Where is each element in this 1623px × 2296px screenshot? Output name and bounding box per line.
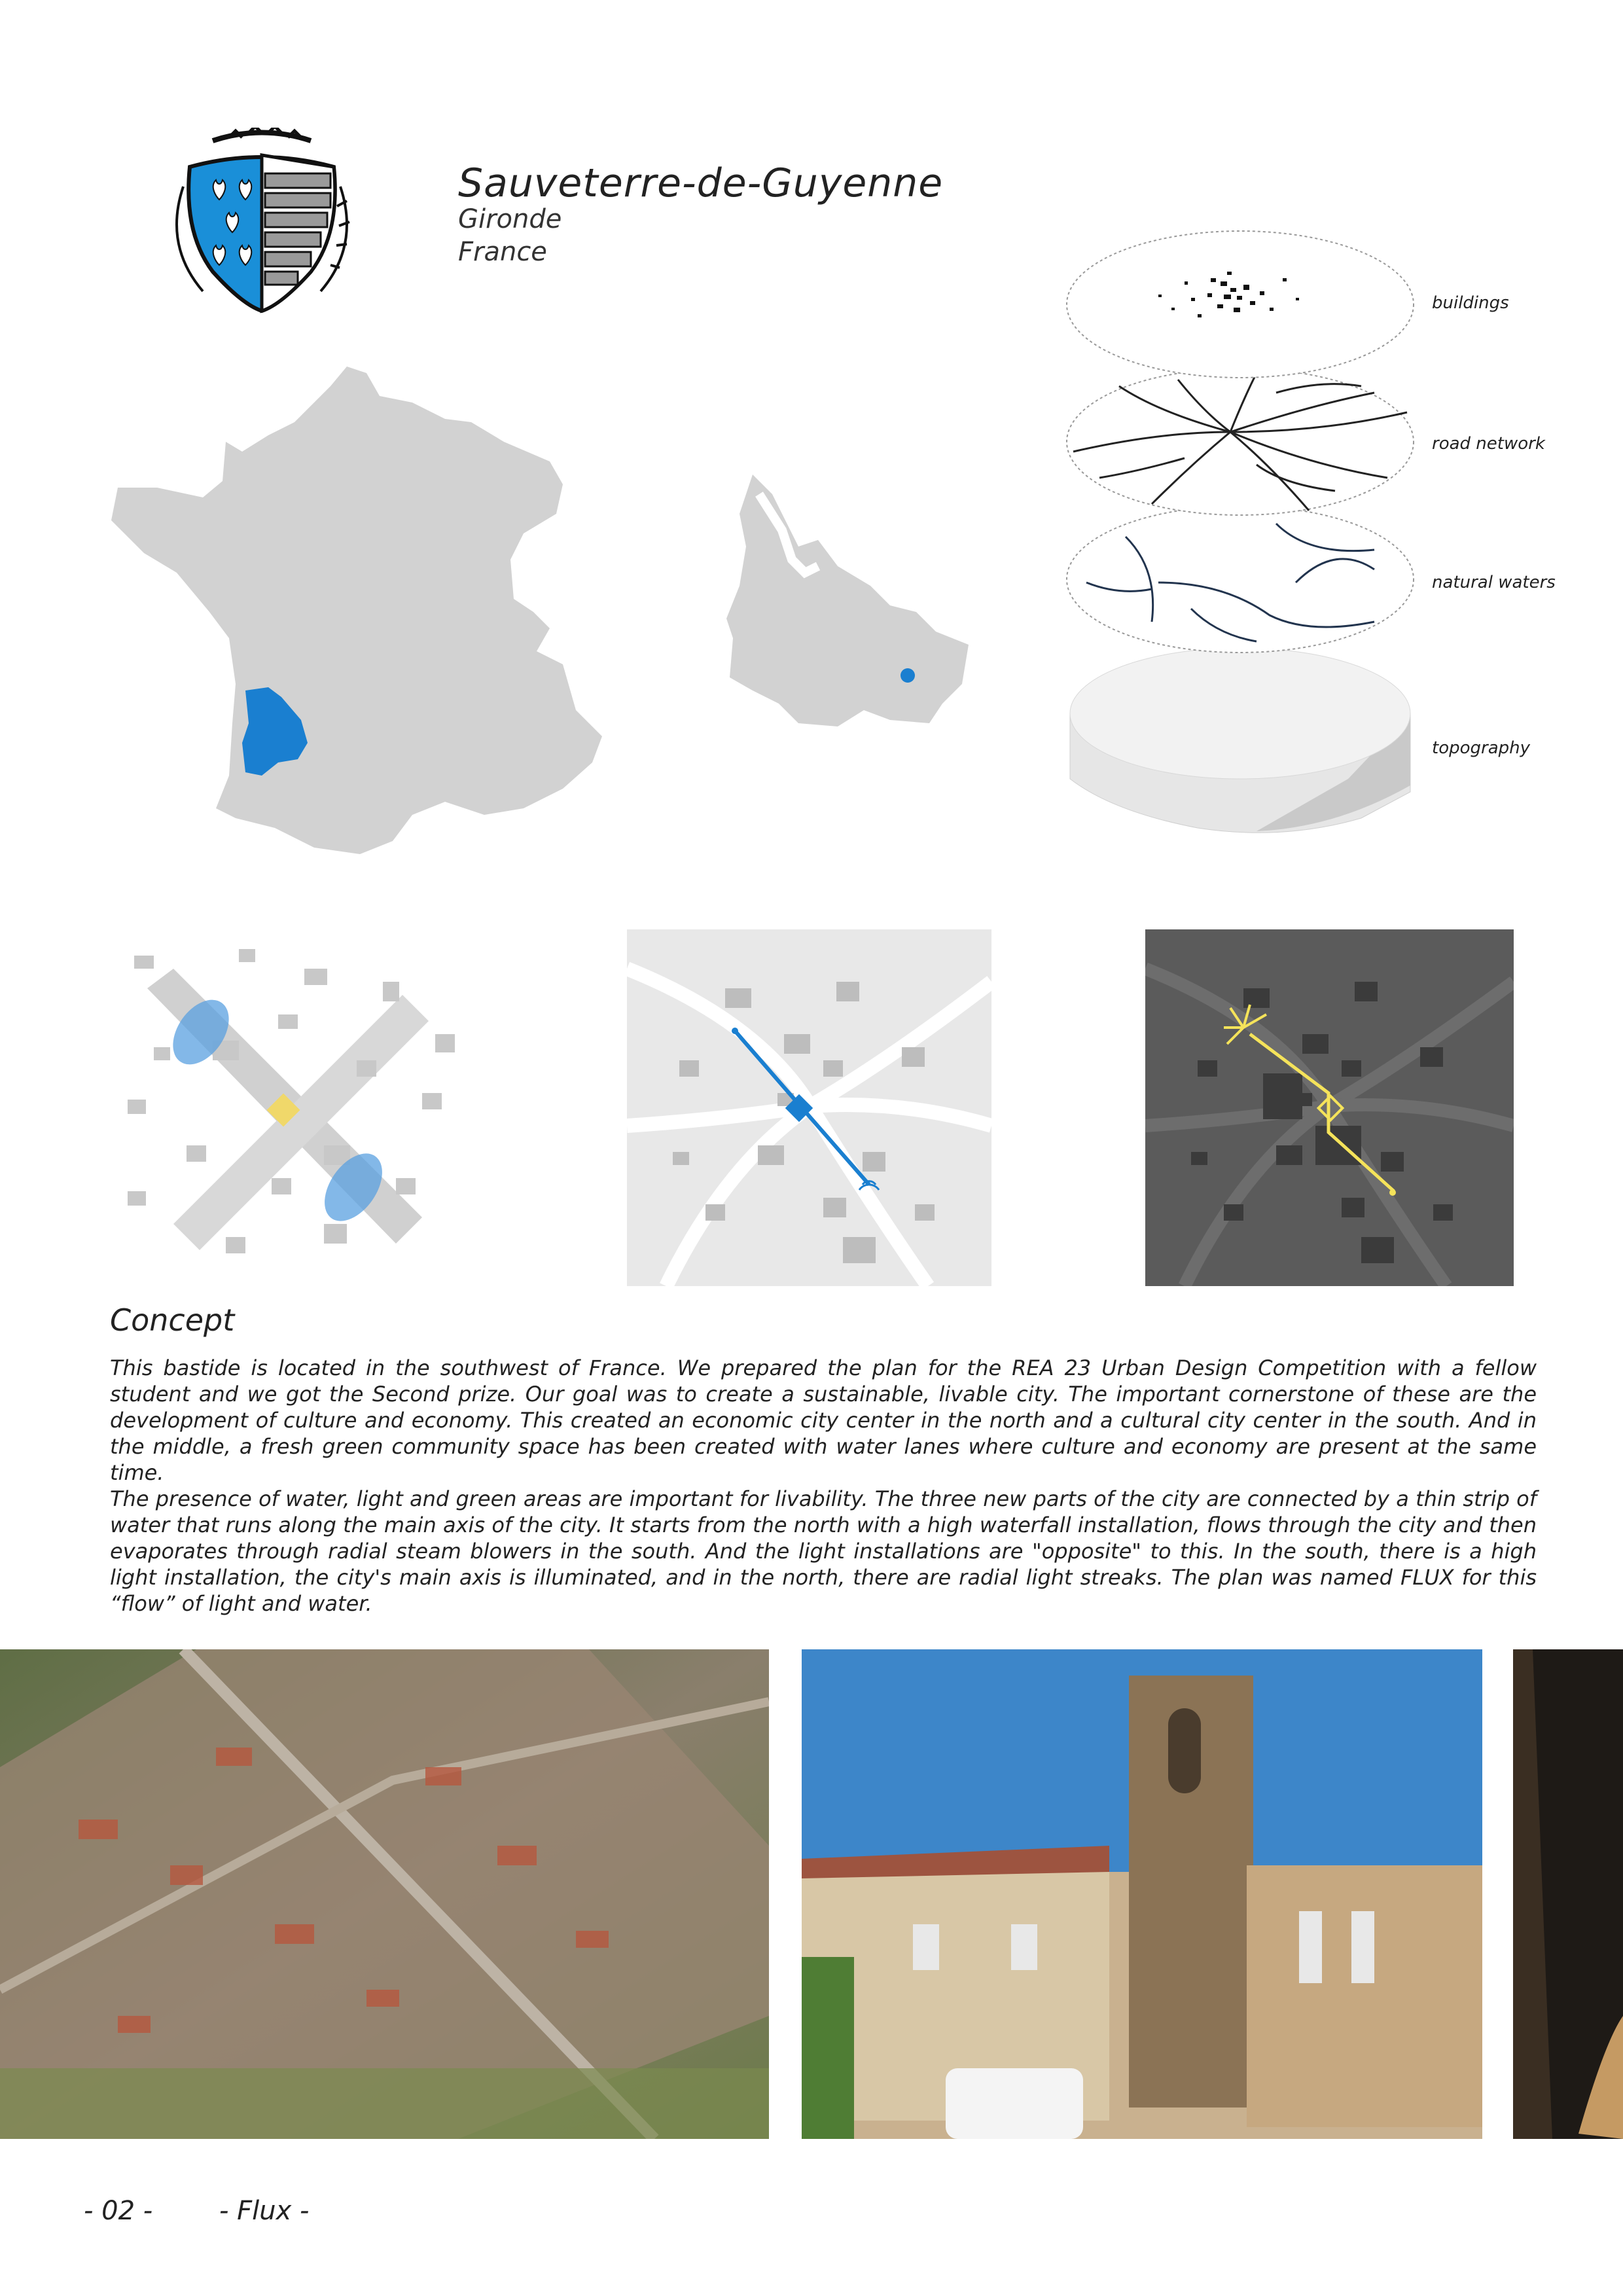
concept-map-light: [1145, 929, 1514, 1286]
concept-heading: Concept: [110, 1302, 235, 1338]
town-location-dot: [901, 668, 915, 683]
layer-label-topography: topography: [1432, 738, 1531, 758]
layer-label-buildings: buildings: [1432, 293, 1509, 313]
project-name: - Flux -: [219, 2196, 310, 2226]
country-label: France: [458, 237, 547, 267]
street-night-photo: [1513, 1649, 1623, 2139]
layer-label-natural-waters: natural waters: [1432, 573, 1556, 592]
layer-stack-diagram: [1060, 216, 1453, 851]
town-title: Sauveterre-de-Guyenne: [458, 160, 944, 206]
concept-map-water: [627, 929, 991, 1286]
gironde-map: [720, 468, 982, 730]
concept-paragraph-1: This bastide is located in the southwest of France. We prepared the plan for the REA 23 Urban Design Competition with a fellow student and we got the Second prize. Our goal was to create a sustainable, livable city. The important cornerstone of these are the development of culture and economy. This created an economic city center in the north and a cultural city center in the south. And in the middle, a fresh green community space has been created with water lanes where culture and economy are present at the same time.: [110, 1355, 1537, 1485]
concept-map-zones: [108, 929, 474, 1286]
page-number: - 02 -: [84, 2196, 153, 2226]
france-map: [105, 357, 622, 867]
layer-label-road-network: road network: [1432, 434, 1545, 454]
coat-of-arms-logo: [151, 128, 373, 317]
department-label: Gironde: [458, 204, 562, 234]
church-square-photo: [802, 1649, 1482, 2139]
aerial-town-photo: [0, 1649, 769, 2139]
concept-paragraph-2: The presence of water, light and green areas are important for livability. The three new parts of the city are connected by a thin strip of water that runs along the main axis of the city. It starts from the north with a high waterfall installation, flows through the city and then evaporates through radial steam blowers in the south. And the light installations are "opposite" to this. In the south, there is a high light installation, the city's main axis is illuminated, and in the north, there are radial light streaks. The plan was named FLUX for this “flow” of light and water.: [110, 1486, 1537, 1616]
